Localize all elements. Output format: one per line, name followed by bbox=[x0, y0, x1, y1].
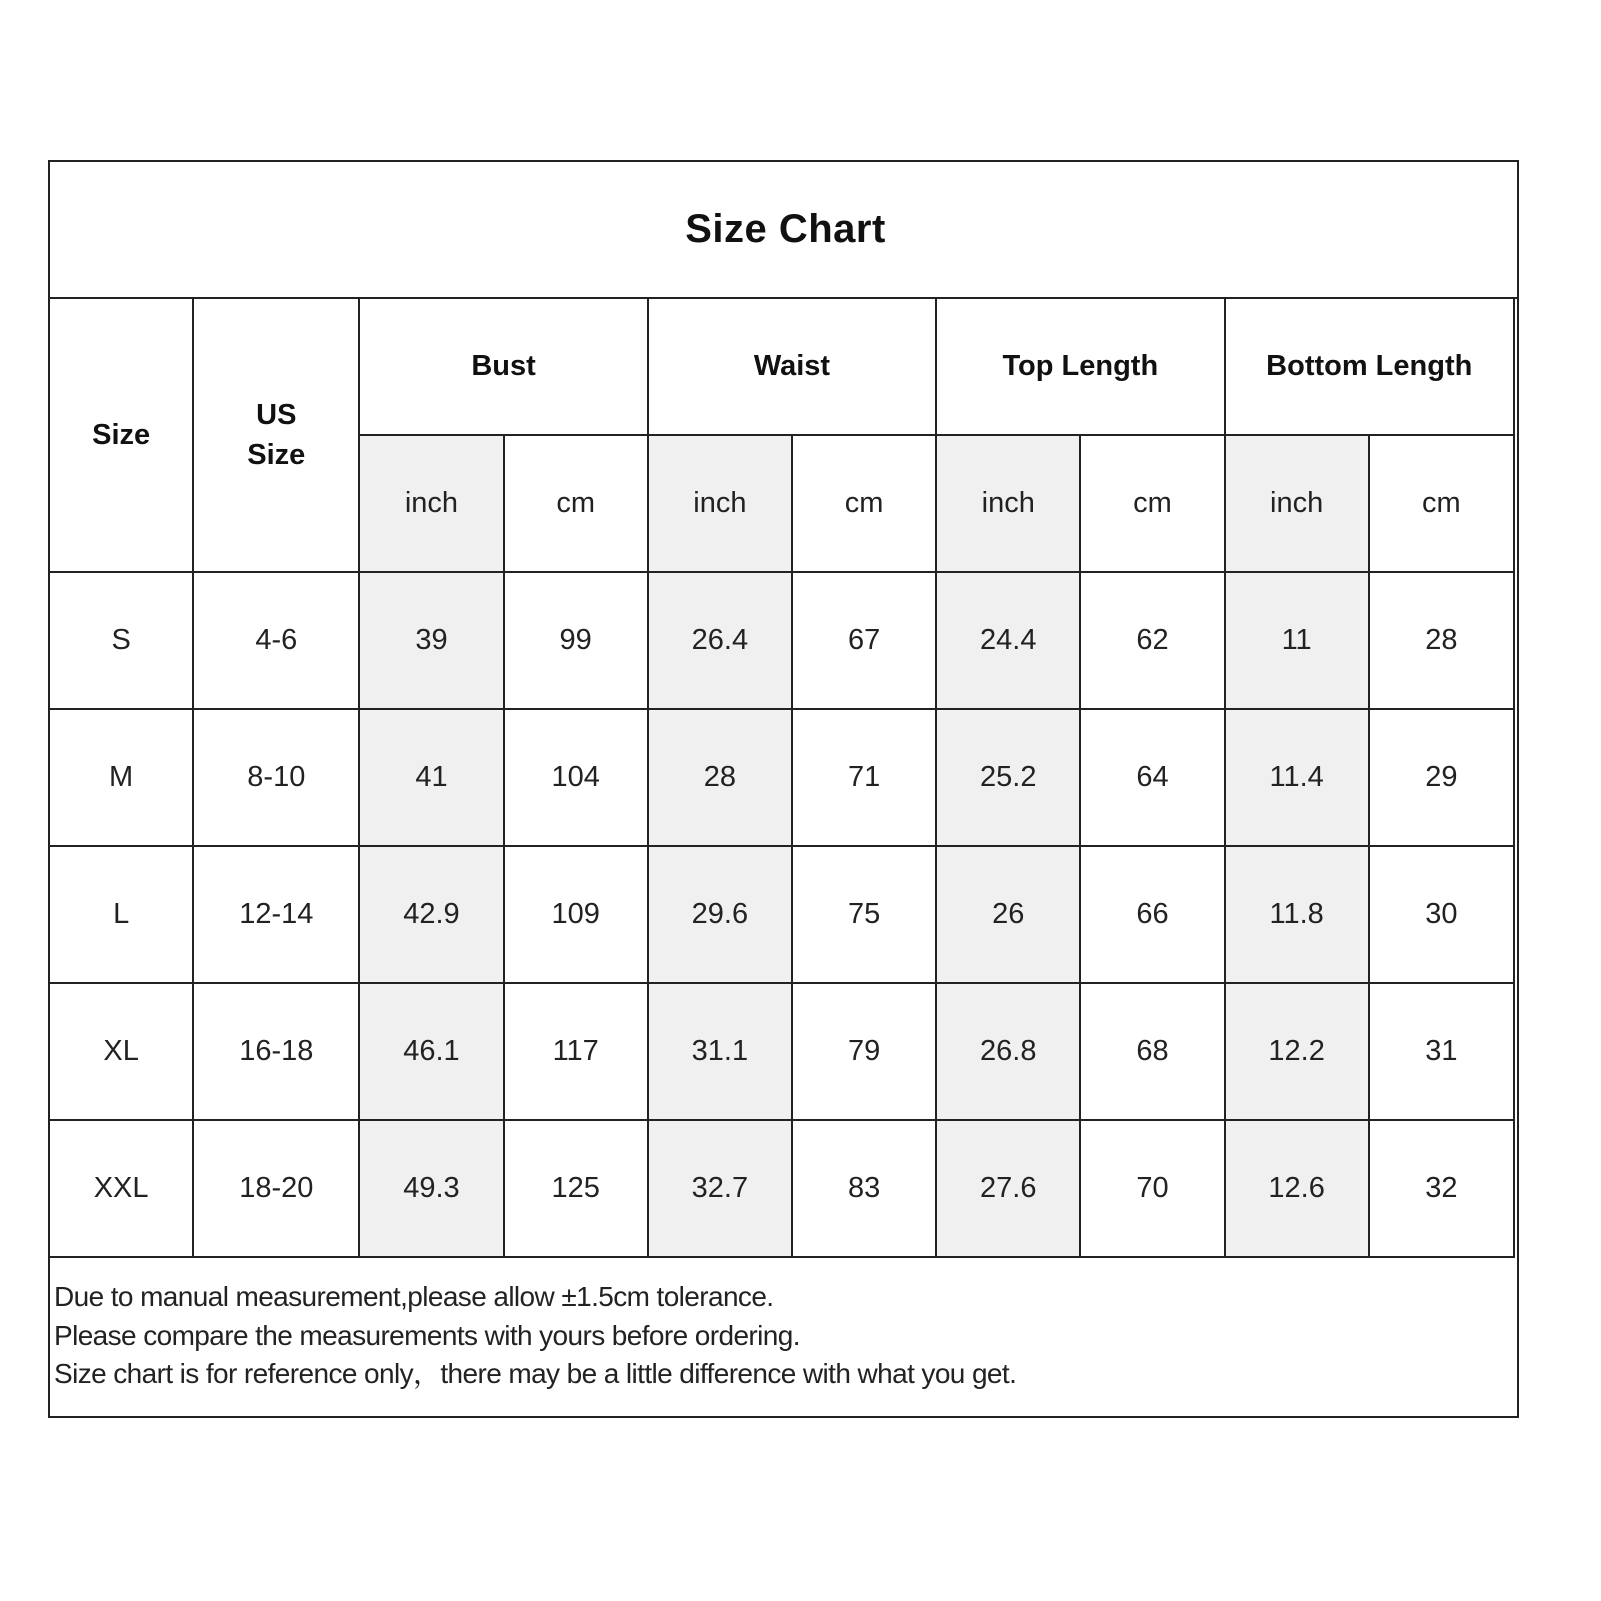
header-waist-inch: inch bbox=[648, 435, 792, 572]
waist-cm-cell: 83 bbox=[792, 1120, 936, 1257]
size-table bbox=[48, 297, 1515, 1258]
table-row bbox=[49, 846, 1514, 983]
bottom-length-cm-cell: 29 bbox=[1369, 709, 1514, 846]
waist-cm-cell: 79 bbox=[792, 983, 936, 1120]
size-cell: S bbox=[49, 572, 193, 709]
waist-cm-cell: 71 bbox=[792, 709, 936, 846]
waist-cm-cell: 67 bbox=[792, 572, 936, 709]
title-row bbox=[50, 162, 1517, 299]
bust-cm-cell: 104 bbox=[504, 709, 648, 846]
bust-cm-cell: 109 bbox=[504, 846, 648, 983]
bottom-length-inch-cell: 11 bbox=[1225, 572, 1369, 709]
header-bust-cm: cm bbox=[504, 435, 648, 572]
bottom-length-inch-cell: 11.8 bbox=[1225, 846, 1369, 983]
waist-inch-cell: 31.1 bbox=[648, 983, 792, 1120]
us-size-cell: 18-20 bbox=[193, 1120, 359, 1257]
header-bottom-length: Bottom Length bbox=[1225, 298, 1515, 435]
header-waist-cm: cm bbox=[792, 435, 936, 572]
table-row bbox=[49, 709, 1514, 846]
header-bust-inch: inch bbox=[359, 435, 503, 572]
top-length-cm-cell: 64 bbox=[1080, 709, 1224, 846]
table-row bbox=[49, 572, 1514, 709]
note-tolerance: Due to manual measurement,please allow ±1.5cm tolerance. bbox=[54, 1281, 774, 1312]
bust-cm-cell: 117 bbox=[504, 983, 648, 1120]
note-reference: Size chart is for reference only，there may be a little difference with what you get. bbox=[54, 1358, 1017, 1389]
waist-inch-cell: 26.4 bbox=[648, 572, 792, 709]
bottom-length-cm-cell: 28 bbox=[1369, 572, 1514, 709]
header-size: Size bbox=[49, 298, 193, 572]
waist-cm-cell: 75 bbox=[792, 846, 936, 983]
us-size-cell: 4-6 bbox=[193, 572, 359, 709]
waist-inch-cell: 29.6 bbox=[648, 846, 792, 983]
top-length-cm-cell: 70 bbox=[1080, 1120, 1224, 1257]
table-row bbox=[49, 1120, 1514, 1257]
bust-inch-cell: 49.3 bbox=[359, 1120, 503, 1257]
bust-cm-cell: 99 bbox=[504, 572, 648, 709]
us-size-cell: 8-10 bbox=[193, 709, 359, 846]
bust-inch-cell: 41 bbox=[359, 709, 503, 846]
top-length-inch-cell: 25.2 bbox=[936, 709, 1080, 846]
bust-cm-cell: 125 bbox=[504, 1120, 648, 1257]
bottom-length-cm-cell: 31 bbox=[1369, 983, 1514, 1120]
header-us-size-line2: Size bbox=[247, 439, 306, 471]
size-cell: L bbox=[49, 846, 193, 983]
header-top-length: Top Length bbox=[936, 298, 1224, 435]
size-cell: XL bbox=[49, 983, 193, 1120]
size-cell: XXL bbox=[49, 1120, 193, 1257]
header-us-size bbox=[193, 298, 359, 572]
size-cell: M bbox=[49, 709, 193, 846]
us-size-cell: 12-14 bbox=[193, 846, 359, 983]
header-top-length-inch: inch bbox=[936, 435, 1080, 572]
bust-inch-cell: 39 bbox=[359, 572, 503, 709]
bust-inch-cell: 42.9 bbox=[359, 846, 503, 983]
note-compare: Please compare the measurements with yours before ordering. bbox=[54, 1319, 800, 1351]
top-length-inch-cell: 26 bbox=[936, 846, 1080, 983]
top-length-cm-cell: 68 bbox=[1080, 983, 1224, 1120]
table-row bbox=[49, 983, 1514, 1120]
header-bottom-length-inch: inch bbox=[1225, 435, 1369, 572]
header-waist: Waist bbox=[648, 298, 936, 435]
waist-inch-cell: 32.7 bbox=[648, 1120, 792, 1257]
bust-inch-cell: 46.1 bbox=[359, 983, 503, 1120]
notes bbox=[54, 1278, 1504, 1394]
header-bottom-length-cm: cm bbox=[1369, 435, 1514, 572]
waist-inch-cell: 28 bbox=[648, 709, 792, 846]
bottom-length-inch-cell: 12.6 bbox=[1225, 1120, 1369, 1257]
top-length-cm-cell: 62 bbox=[1080, 572, 1224, 709]
bottom-length-cm-cell: 30 bbox=[1369, 846, 1514, 983]
top-length-inch-cell: 26.8 bbox=[936, 983, 1080, 1120]
header-us-size-line1: US bbox=[256, 399, 297, 431]
size-chart bbox=[48, 160, 1519, 1418]
top-length-cm-cell: 66 bbox=[1080, 846, 1224, 983]
header-bust: Bust bbox=[359, 298, 647, 435]
top-length-inch-cell: 27.6 bbox=[936, 1120, 1080, 1257]
bottom-length-inch-cell: 12.2 bbox=[1225, 983, 1369, 1120]
us-size-cell: 16-18 bbox=[193, 983, 359, 1120]
header-top-length-cm: cm bbox=[1080, 435, 1224, 572]
bottom-length-cm-cell: 32 bbox=[1369, 1120, 1514, 1257]
bottom-length-inch-cell: 11.4 bbox=[1225, 709, 1369, 846]
header-row-groups bbox=[49, 298, 1514, 435]
chart-title: Size Chart bbox=[685, 207, 886, 251]
top-length-inch-cell: 24.4 bbox=[936, 572, 1080, 709]
